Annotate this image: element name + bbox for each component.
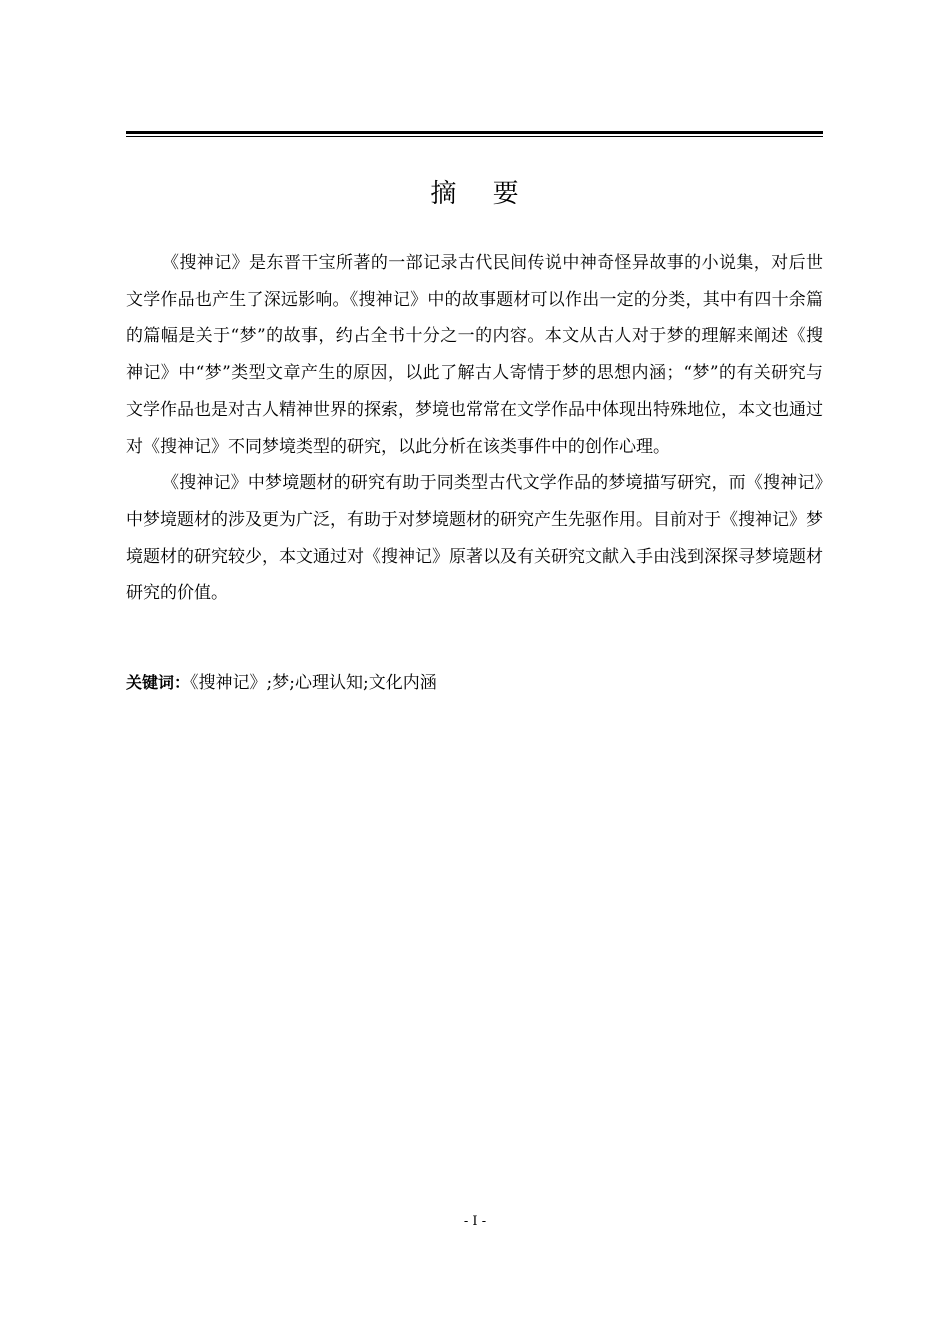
abstract-paragraph-1: 《搜神记》是东晋干宝所著的一部记录古代民间传说中神奇怪异故事的小说集，对后世文学作品也产生了深远影响。《搜神记》中的故事题材可以作出一定的分类，其中有四十余篇的篇幅是关于“梦”的故事，约占全书十分之一的内容。本文从古人对于梦的理解来阐述《搜神记》中“梦”类型文章产生的原因，以此了解古人寄情于梦的思想内涵；“梦”的有关研究与文学作品也是对古人精神世界的探索，梦境也常常在文学作品中体现出特殊地位，本文也通过对《搜神记》不同梦境类型的研究，以此分析在该类事件中的创作心理。 xyxy=(126,253,823,457)
page-title: 摘 要 xyxy=(430,179,533,209)
page-number: - I - xyxy=(463,1214,487,1229)
abstract-paragraph-2: 《搜神记》中梦境题材的研究有助于同类型古代文学作品的梦境描写研究，而《搜神记》中梦境题材的涉及更为广泛，有助于对梦境题材的研究产生先驱作用。目前对于《搜神记》梦境题材的研究较少，本文通过对《搜神记》原著以及有关研究文献入手由浅到深探寻梦境题材研究的价值。 xyxy=(126,473,823,604)
header-rule xyxy=(126,131,823,138)
header-rule-thin-line xyxy=(126,136,823,137)
keywords-label: 关键词： xyxy=(126,673,191,692)
abstract-body xyxy=(126,245,823,612)
header-rule-thick-line xyxy=(126,131,823,134)
keywords-line xyxy=(126,668,823,698)
keywords-value: 《搜神记》;梦;心理认知;文化内涵 xyxy=(190,673,437,693)
